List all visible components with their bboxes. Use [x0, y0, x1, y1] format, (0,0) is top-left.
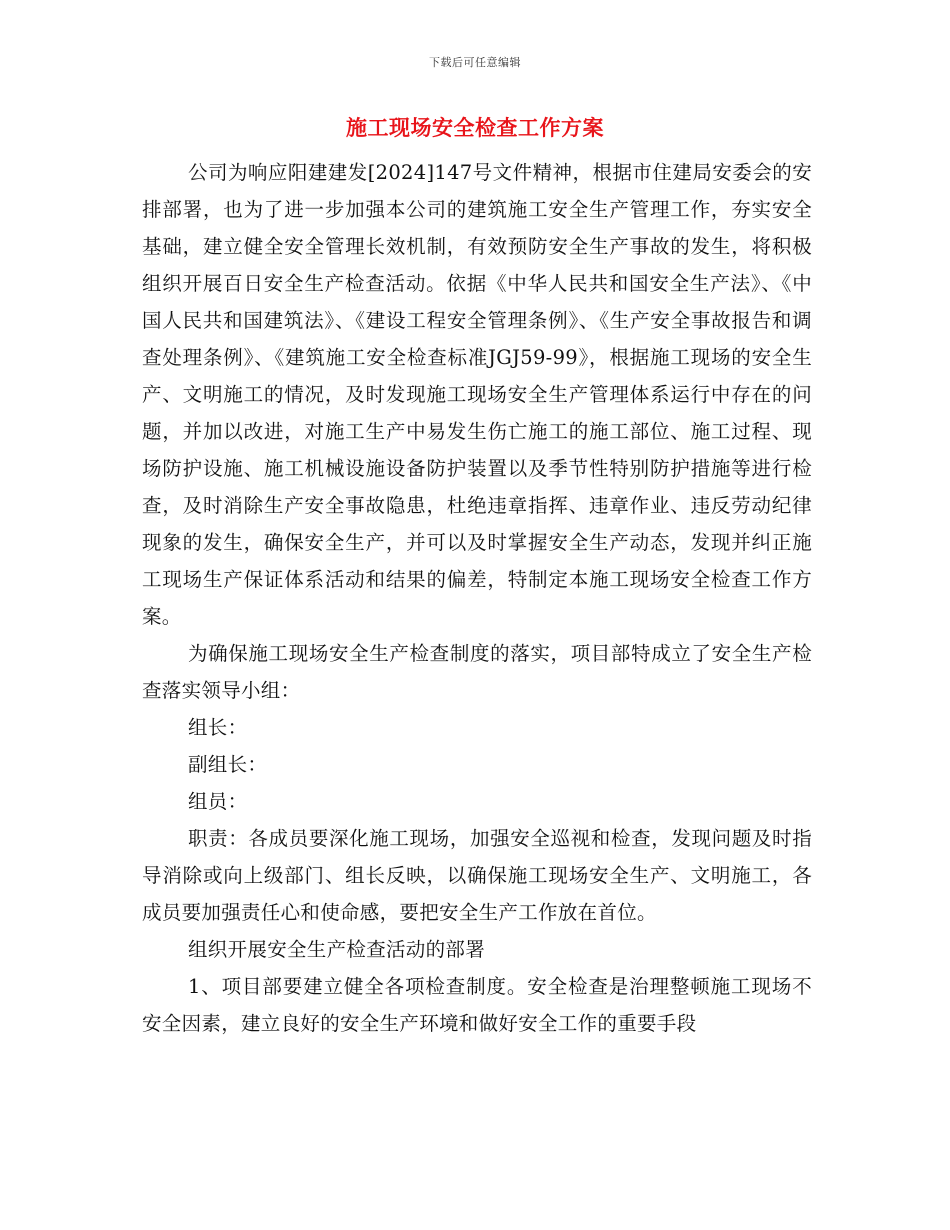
paragraph-group-leader: 组长： — [188, 716, 248, 739]
document-body — [142, 154, 812, 1042]
paragraph-responsibilities: 职责：各成员要深化施工现场，加强安全巡视和检查，发现问题及时指导消除或向上级部门、组长反映，以确保施工现场安全生产、文明施工，各成员要加强责任心和使命感，要把安全生产工作放在首位。 — [142, 827, 812, 924]
paragraph-members: 组员： — [188, 790, 248, 813]
paragraph-deputy-leader: 副组长： — [188, 753, 268, 776]
paragraph-item-1: 1、项目部要建立健全各项检查制度。安全检查是治理整顿施工现场不安全因素，建立良好的安全生产环境和做好安全工作的重要手段 — [142, 975, 812, 1035]
paragraph-leadership-group: 为确保施工现场安全生产检查制度的落实，项目部特成立了安全生产检查落实领导小组： — [142, 642, 812, 702]
header-note: 下载后可任意编辑 — [429, 56, 521, 69]
paragraph-section-heading: 组织开展安全生产检查活动的部署 — [188, 938, 486, 961]
paragraph-intro: 公司为响应阳建建发[2024]147号文件精神，根据市住建局安委会的安排部署，也为了进一步加强本公司的建筑施工安全生产管理工作，夯实安全基础，建立健全安全管理长效机制，有效预防安全生产事故的发生，将积极组织开展百日安全生产检查活动。依据《中华人民共和国安全生产法》、《中国人民共和国建筑法》、《建设工程安全管理条例》、《生产安全事故报告和调查处理条例》、《建筑施工安全检查标准JGJ59-99》，根据施工现场的安全生产、文明施工的情况，及时发现施工现场安全生产管理体系运行中存在的问题，并加以改进，对施工生产中易发生伤亡施工的施工部位、施工过程、现场防护设施、施工机械设施设备防护装置以及季节性特别防护措施等进行检查，及时消除生产安全事故隐患，杜绝违章指挥、违章作业、违反劳动纪律现象的发生，确保安全生产，并可以及时掌握安全生产动态，发现并纠正施工现场生产保证体系活动和结果的偏差，特制定本施工现场安全检查工作方案。 — [142, 161, 812, 628]
document-title: 施工现场安全检查工作方案 — [346, 115, 604, 140]
